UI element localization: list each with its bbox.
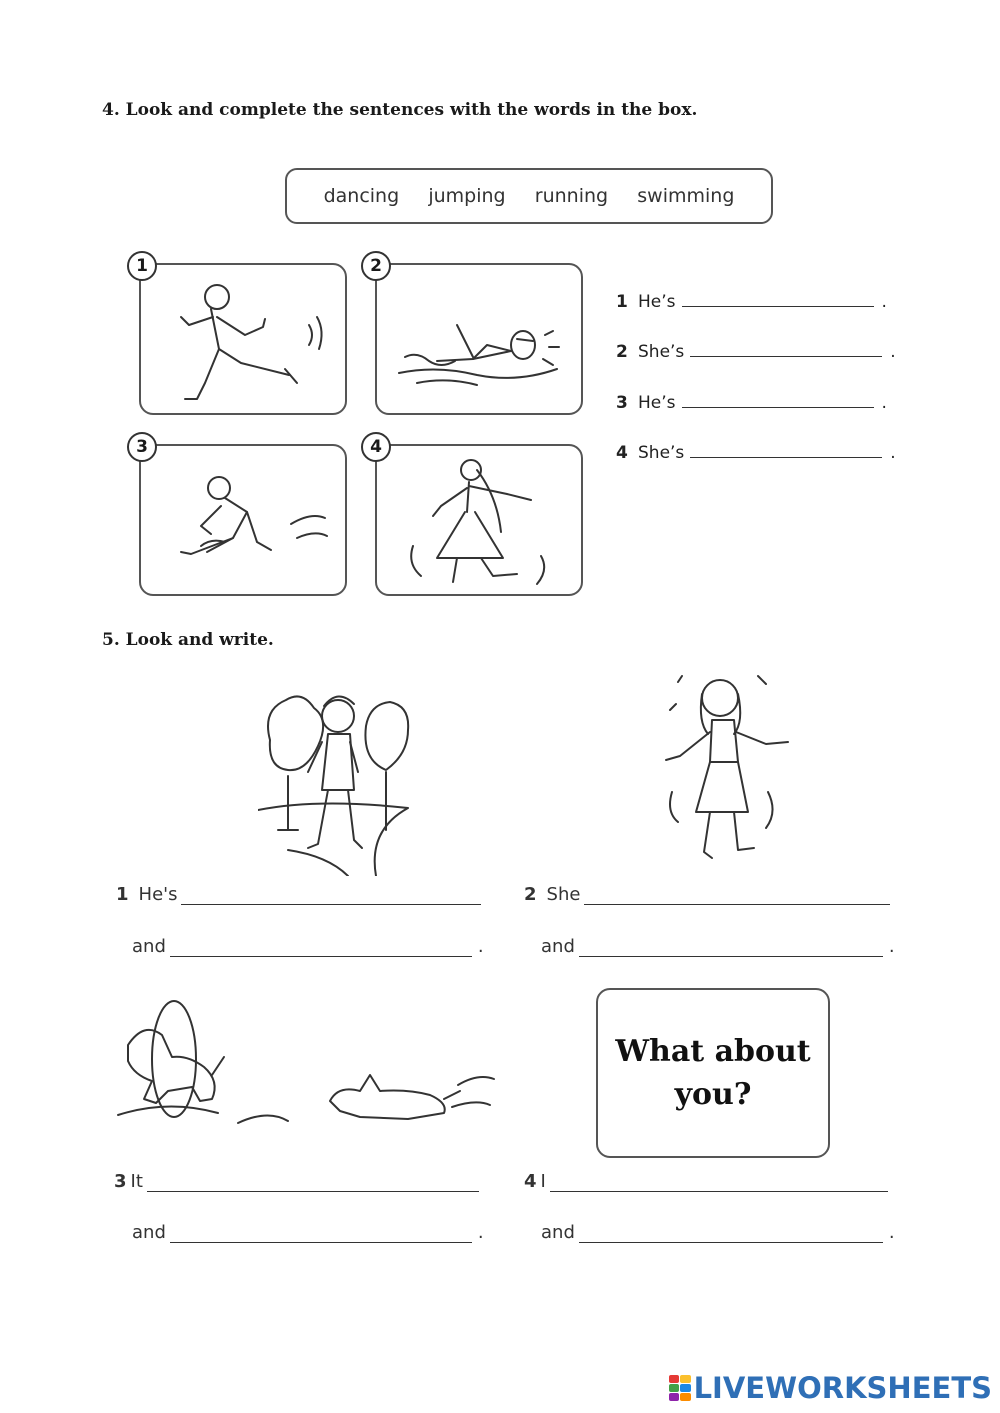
item-end: . — [888, 936, 895, 957]
sentence-3 — [616, 393, 887, 413]
answer-blank-3[interactable] — [682, 393, 874, 408]
item-and: and — [132, 936, 166, 957]
sentence-end: . — [890, 342, 896, 362]
panel-dancing — [375, 444, 583, 596]
panel-number-2: 2 — [361, 251, 391, 281]
badge-cell — [669, 1393, 680, 1401]
sentence-end: . — [881, 393, 887, 413]
badge-cell — [669, 1384, 680, 1392]
liveworksheets-badge-icon — [669, 1375, 691, 1401]
answer-blank-5-2b[interactable] — [579, 946, 883, 957]
dancing-girl-2-illustration — [658, 662, 798, 862]
sentence-start: He’s — [638, 393, 676, 413]
item-and: and — [132, 1222, 166, 1243]
sentence-start: She’s — [638, 443, 685, 463]
item-start: He's — [138, 884, 178, 905]
item-start: I — [540, 1171, 546, 1192]
badge-cell — [680, 1375, 691, 1383]
answer-blank-1[interactable] — [682, 292, 874, 307]
answer-blank-2[interactable] — [690, 342, 882, 357]
panel-swimming — [375, 263, 583, 415]
sentence-1 — [616, 292, 887, 312]
item-start: She — [546, 884, 581, 905]
answer-blank-4[interactable] — [690, 443, 882, 458]
answer-blank-5-1b[interactable] — [170, 946, 472, 957]
write-line-2a — [524, 884, 890, 905]
write-line-3a — [114, 1171, 479, 1192]
item-number: 1 — [116, 884, 129, 905]
badge-cell — [680, 1384, 691, 1392]
answer-blank-5-3a[interactable] — [147, 1181, 479, 1192]
sentence-end: . — [881, 292, 887, 312]
liveworksheets-logo — [669, 1371, 992, 1405]
panel-number-1: 1 — [127, 251, 157, 281]
what-about-line-1: What about — [615, 1033, 811, 1069]
word-swimming: swimming — [637, 185, 735, 207]
dogs-illustration — [108, 995, 498, 1145]
dancing-girl-illustration — [377, 446, 581, 594]
item-start: It — [130, 1171, 143, 1192]
swimming-girl-illustration — [377, 265, 581, 413]
exercise-4-heading: 4. Look and complete the sentences with the words in the box. — [102, 100, 698, 120]
item-end: . — [477, 936, 484, 957]
answer-blank-5-4a[interactable] — [550, 1181, 888, 1192]
write-line-4b — [541, 1222, 895, 1243]
badge-cell — [669, 1375, 680, 1383]
panel-jumping — [139, 444, 347, 596]
liveworksheets-wordmark: LIVEWORKSHEETS — [693, 1371, 992, 1405]
answer-blank-5-1a[interactable] — [181, 894, 481, 905]
word-box — [285, 168, 773, 224]
badge-cell — [680, 1393, 691, 1401]
panel-running — [139, 263, 347, 415]
panel-number-3: 3 — [127, 432, 157, 462]
write-line-2b — [541, 936, 895, 957]
item-end: . — [477, 1222, 484, 1243]
what-about-you-box — [596, 988, 830, 1158]
item-number: 3 — [114, 1171, 127, 1192]
running-boy-illustration — [141, 265, 345, 413]
sentence-end: . — [890, 443, 896, 463]
answer-blank-5-3b[interactable] — [170, 1232, 472, 1243]
panel-number-4: 4 — [361, 432, 391, 462]
item-number: 4 — [524, 1171, 537, 1192]
word-dancing: dancing — [323, 185, 400, 207]
write-line-4a — [524, 1171, 888, 1192]
sentence-start: He’s — [638, 292, 676, 312]
answer-blank-5-4b[interactable] — [579, 1232, 883, 1243]
sentence-4 — [616, 443, 896, 463]
write-line-3b — [132, 1222, 484, 1243]
what-about-line-2: you? — [674, 1077, 752, 1112]
item-and: and — [541, 1222, 575, 1243]
answer-blank-5-2a[interactable] — [584, 894, 890, 905]
sentence-2 — [616, 342, 896, 362]
word-running: running — [534, 185, 609, 207]
exercise-5-heading: 5. Look and write. — [102, 630, 274, 650]
sentence-start: She’s — [638, 342, 685, 362]
word-jumping: jumping — [428, 185, 506, 207]
item-and: and — [541, 936, 575, 957]
sentence-number: 1 — [616, 292, 628, 312]
write-line-1b — [132, 936, 484, 957]
write-line-1a — [116, 884, 481, 905]
jumping-boy-illustration — [141, 446, 345, 594]
sentence-number: 4 — [616, 443, 628, 463]
walking-boy-illustration — [258, 680, 418, 876]
sentence-number: 3 — [616, 393, 628, 413]
item-end: . — [888, 1222, 895, 1243]
sentence-number: 2 — [616, 342, 628, 362]
item-number: 2 — [524, 884, 537, 905]
